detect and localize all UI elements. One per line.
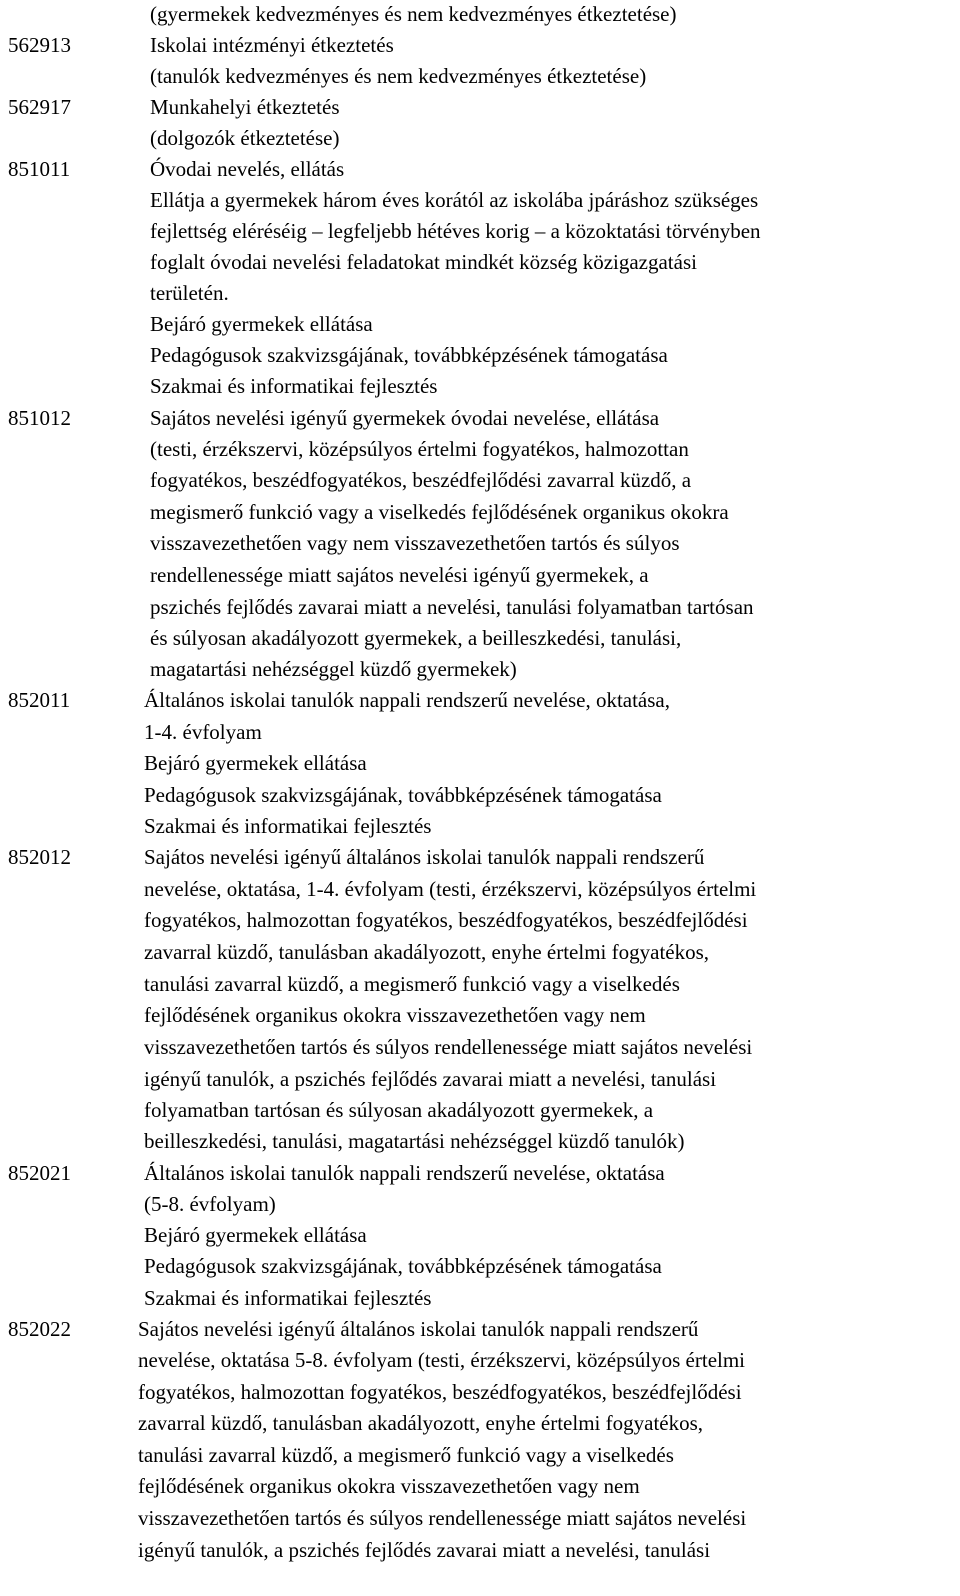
activity-title: Sajátos nevelési igényű általános iskolai tanulók nappali rendszerű bbox=[138, 1317, 699, 1341]
activity-description-line: Bejáró gyermekek ellátása bbox=[150, 312, 373, 336]
activity-description-line: foglalt óvodai nevelési feladatokat mindkét község közigazgatási bbox=[150, 250, 697, 274]
activity-code: 851012 bbox=[8, 406, 71, 430]
activity-description-line: folyamatban tartósan és súlyosan akadályozott gyermekek, a bbox=[144, 1098, 654, 1122]
activity-description-line: Bejáró gyermekek ellátása bbox=[144, 751, 367, 775]
activity-description-line: fogyatékos, halmozottan fogyatékos, beszédfogyatékos, beszédfejlődési bbox=[144, 908, 748, 932]
activity-description-line: fejlődésének organikus okokra visszavezethetően vagy nem bbox=[138, 1474, 640, 1498]
activity-code: 851011 bbox=[8, 157, 71, 181]
activity-title: Sajátos nevelési igényű általános iskolai tanulók nappali rendszerű bbox=[144, 845, 705, 869]
activity-description-line: (gyermekek kedvezményes és nem kedvezményes étkeztetése) bbox=[150, 2, 677, 26]
activity-description-line: Pedagógusok szakvizsgájának, továbbképzésének támogatása bbox=[144, 1254, 662, 1278]
activity-description-line: nevelése, oktatása 5-8. évfolyam (testi, érzékszervi, középsúlyos értelmi bbox=[138, 1348, 746, 1372]
activity-description-line: Pedagógusok szakvizsgájának, továbbképzésének támogatása bbox=[144, 783, 662, 807]
activity-description-line: tanulási zavarral küzdő, a megismerő funkció vagy a viselkedés bbox=[138, 1443, 674, 1467]
activity-description-line: zavarral küzdő, tanulásban akadályozott, enyhe értelmi fogyatékos, bbox=[138, 1411, 704, 1435]
activity-code: 852011 bbox=[8, 688, 71, 712]
activity-title: Iskolai intézményi étkeztetés bbox=[150, 33, 394, 57]
activity-description-line: rendellenessége miatt sajátos nevelési igényű gyermekek, a bbox=[150, 563, 649, 587]
activity-description-line: (tanulók kedvezményes és nem kedvezményes étkeztetése) bbox=[150, 64, 647, 88]
activity-description-line: fejlettség eléréséig – legfeljebb hétéves korig – a közoktatási törvényben bbox=[150, 219, 761, 243]
activity-description-line: (5-8. évfolyam) bbox=[144, 1192, 276, 1216]
activity-description-line: visszavezethetően tartós és súlyos rendellenessége miatt sajátos nevelési bbox=[144, 1035, 753, 1059]
activity-code: 852012 bbox=[8, 845, 71, 869]
activity-description-line: igényű tanulók, a pszichés fejlődés zavarai miatt a nevelési, tanulási bbox=[144, 1067, 717, 1091]
activity-description-line: tanulási zavarral küzdő, a megismerő funkció vagy a viselkedés bbox=[144, 972, 680, 996]
activity-title: Óvodai nevelés, ellátás bbox=[150, 157, 345, 181]
activity-description-line: és súlyosan akadályozott gyermekek, a beilleszkedési, tanulási, bbox=[150, 626, 682, 650]
activity-description-line: nevelése, oktatása, 1-4. évfolyam (testi, érzékszervi, középsúlyos értelmi bbox=[144, 877, 757, 901]
activity-description-line: Ellátja a gyermekek három éves korától az iskolába jpáráshoz szükséges bbox=[150, 188, 759, 212]
activity-description-line: fogyatékos, beszédfogyatékos, beszédfejlődési zavarral küzdő, a bbox=[150, 468, 692, 492]
activity-description-line: igényű tanulók, a pszichés fejlődés zavarai miatt a nevelési, tanulási bbox=[138, 1538, 711, 1562]
activity-description-line: fejlődésének organikus okokra visszavezethetően vagy nem bbox=[144, 1003, 646, 1027]
activity-description-line: zavarral küzdő, tanulásban akadályozott, enyhe értelmi fogyatékos, bbox=[144, 940, 710, 964]
activity-description-line: visszavezethetően tartós és súlyos rendellenessége miatt sajátos nevelési bbox=[138, 1506, 747, 1530]
activity-description-line: fogyatékos, halmozottan fogyatékos, beszédfogyatékos, beszédfejlődési bbox=[138, 1380, 742, 1404]
activity-description-line: Szakmai és informatikai fejlesztés bbox=[150, 374, 438, 398]
activity-description-line: pszichés fejlődés zavarai miatt a nevelési, tanulási folyamatban tartósan bbox=[150, 595, 754, 619]
activity-code: 852022 bbox=[8, 1317, 71, 1341]
activity-code: 562917 bbox=[8, 95, 71, 119]
activity-title: Általános iskolai tanulók nappali rendszerű nevelése, oktatása, bbox=[144, 688, 670, 712]
activity-description-line: 1-4. évfolyam bbox=[144, 720, 262, 744]
activity-code: 852021 bbox=[8, 1161, 71, 1185]
activity-description-line: visszavezethetően vagy nem visszavezethetően tartós és súlyos bbox=[150, 531, 680, 555]
activity-description-line: területén. bbox=[150, 281, 229, 305]
activity-title: Általános iskolai tanulók nappali rendszerű nevelése, oktatása bbox=[144, 1161, 665, 1185]
activity-description-line: magatartási nehézséggel küzdő gyermekek) bbox=[150, 657, 517, 681]
activity-description-line: Bejáró gyermekek ellátása bbox=[144, 1223, 367, 1247]
activity-description-line: megismerő funkció vagy a viselkedés fejlődésének organikus okokra bbox=[150, 500, 729, 524]
activity-title: Munkahelyi étkeztetés bbox=[150, 95, 340, 119]
activity-description-line: Szakmai és informatikai fejlesztés bbox=[144, 814, 432, 838]
activity-description-line: Pedagógusok szakvizsgájának, továbbképzésének támogatása bbox=[150, 343, 668, 367]
activity-description-line: beilleszkedési, tanulási, magatartási nehézséggel küzdő tanulók) bbox=[144, 1129, 685, 1153]
activity-description-line: Szakmai és informatikai fejlesztés bbox=[144, 1286, 432, 1310]
activity-description-line: (dolgozók étkeztetése) bbox=[150, 126, 340, 150]
activity-description-line: (testi, érzékszervi, középsúlyos értelmi fogyatékos, halmozottan bbox=[150, 437, 689, 461]
activity-code: 562913 bbox=[8, 33, 71, 57]
activity-title: Sajátos nevelési igényű gyermekek óvodai nevelése, ellátása bbox=[150, 406, 660, 430]
